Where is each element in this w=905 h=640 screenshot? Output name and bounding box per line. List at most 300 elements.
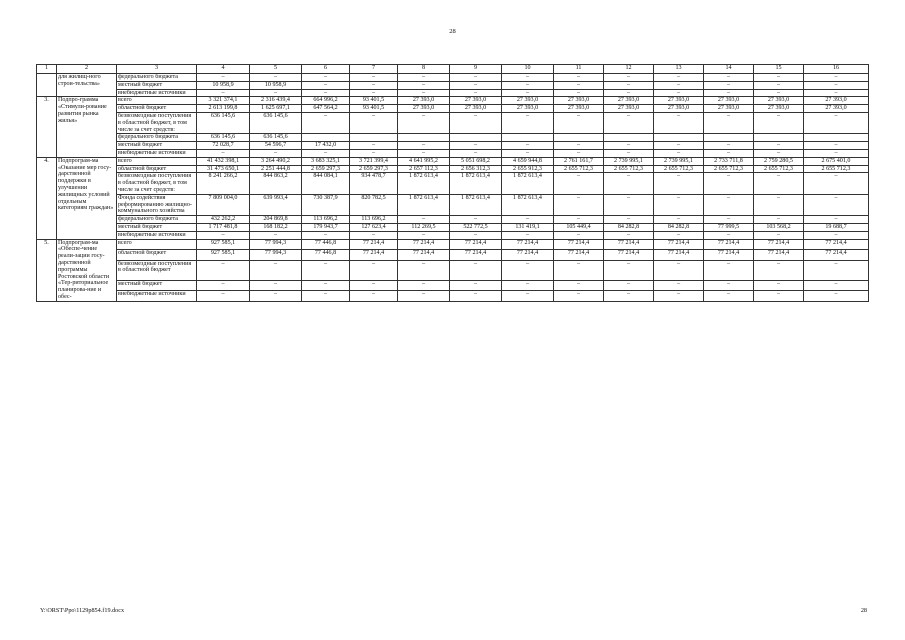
amount-cell: 204 869,8 — [250, 216, 302, 224]
amount-cell: – — [554, 291, 604, 302]
amount-cell: 131 419,1 — [502, 223, 554, 231]
amount-cell: 7 809 004,0 — [197, 194, 250, 215]
amount-cell: – — [350, 142, 398, 150]
amount-cell: 77 214,4 — [804, 250, 869, 261]
column-number: 13 — [654, 65, 704, 74]
item-number: 3. — [37, 97, 57, 157]
header-row — [37, 65, 869, 74]
amount-cell: – — [398, 74, 450, 82]
funding-source: всего — [117, 97, 197, 105]
amount-cell: – — [704, 231, 754, 239]
amount-cell: 27 393,0 — [554, 97, 604, 105]
column-number: 11 — [554, 65, 604, 74]
funding-source: федерального бюджета — [117, 74, 197, 82]
amount-cell: 27 393,0 — [654, 105, 704, 113]
amount-cell: 77 999,5 — [704, 223, 754, 231]
amount-cell: 2 655 712,3 — [554, 165, 604, 173]
amount-cell: – — [350, 280, 398, 291]
amount-cell: – — [450, 81, 502, 89]
amount-cell: – — [502, 280, 554, 291]
funding-source: безвозмездные поступления в областной бюджет, в том числе за счет средств: — [117, 173, 197, 194]
amount-cell: 77 214,4 — [554, 239, 604, 250]
amount-cell: – — [502, 216, 554, 224]
amount-cell: 1 872 613,4 — [450, 173, 502, 194]
amount-cell: – — [604, 194, 654, 215]
amount-cell: 77 214,4 — [350, 250, 398, 261]
page-number-top: 28 — [449, 28, 456, 35]
document-path: Y:\ORST\Ppo\1129p854.f19.docx — [40, 607, 125, 614]
amount-cell: 27 393,0 — [704, 97, 754, 105]
amount-cell: 27 393,0 — [450, 105, 502, 113]
amount-cell: – — [450, 74, 502, 82]
funding-source: Фонда содействия реформированию жилищно-коммунального хозяйства — [117, 194, 197, 215]
amount-cell: 927 585,1 — [197, 239, 250, 250]
table-row — [37, 291, 869, 302]
amount-cell: 77 214,4 — [398, 239, 450, 250]
amount-cell: 664 996,2 — [302, 97, 350, 105]
amount-cell: 10 958,9 — [197, 81, 250, 89]
amount-cell: – — [502, 149, 554, 157]
amount-cell: – — [450, 231, 502, 239]
amount-cell: – — [754, 74, 804, 82]
amount-cell: 27 393,0 — [604, 97, 654, 105]
table-row — [37, 97, 869, 105]
amount-cell: – — [197, 231, 250, 239]
amount-cell: – — [502, 81, 554, 89]
amount-cell: – — [302, 291, 350, 302]
amount-cell: 522 772,5 — [450, 223, 502, 231]
amount-cell: – — [804, 112, 869, 133]
column-number: 10 — [502, 65, 554, 74]
amount-cell: 93 401,5 — [350, 97, 398, 105]
amount-cell: 3 321 374,1 — [197, 97, 250, 105]
amount-cell: 27 393,0 — [754, 105, 804, 113]
amount-cell: 2 656 312,3 — [450, 165, 502, 173]
amount-cell: 77 214,4 — [704, 250, 754, 261]
amount-cell: – — [754, 280, 804, 291]
column-number: 2 — [57, 65, 117, 74]
amount-cell: – — [350, 149, 398, 157]
amount-cell: – — [654, 216, 704, 224]
amount-cell: 3 683 325,1 — [302, 157, 350, 165]
amount-cell: – — [604, 216, 654, 224]
amount-cell: 19 688,7 — [804, 223, 869, 231]
amount-cell: – — [554, 231, 604, 239]
amount-cell: – — [350, 89, 398, 97]
amount-cell — [754, 134, 804, 142]
amount-cell: 2 761 161,7 — [554, 157, 604, 165]
amount-cell: 77 214,4 — [604, 239, 654, 250]
amount-cell: – — [804, 149, 869, 157]
table-row — [37, 105, 869, 113]
amount-cell: – — [804, 194, 869, 215]
budget-table — [36, 64, 869, 302]
amount-cell: – — [704, 291, 754, 302]
amount-cell: 2 659 297,3 — [350, 165, 398, 173]
amount-cell: – — [302, 74, 350, 82]
amount-cell: – — [450, 216, 502, 224]
amount-cell: 93 401,5 — [350, 105, 398, 113]
amount-cell: 1 872 613,4 — [502, 194, 554, 215]
amount-cell: – — [704, 81, 754, 89]
amount-cell: 31 473 650,1 — [197, 165, 250, 173]
amount-cell: 127 623,4 — [350, 223, 398, 231]
amount-cell: 10 958,9 — [250, 81, 302, 89]
amount-cell: – — [302, 112, 350, 133]
amount-cell: – — [350, 260, 398, 280]
amount-cell: – — [197, 89, 250, 97]
amount-cell: 41 432 398,1 — [197, 157, 250, 165]
amount-cell: – — [654, 89, 704, 97]
amount-cell — [704, 134, 754, 142]
table-row — [37, 89, 869, 97]
amount-cell — [502, 134, 554, 142]
amount-cell: 77 214,4 — [754, 250, 804, 261]
amount-cell: – — [654, 260, 704, 280]
amount-cell: – — [450, 89, 502, 97]
column-number: 16 — [804, 65, 869, 74]
amount-cell: 77 214,4 — [654, 250, 704, 261]
amount-cell: – — [450, 112, 502, 133]
amount-cell: – — [754, 260, 804, 280]
subprogram-name: Подпро-грамма «Стимули-рование развития рынка жилья» — [57, 97, 117, 157]
funding-source: внебюджетные источники — [117, 89, 197, 97]
amount-cell: 27 393,0 — [554, 105, 604, 113]
amount-cell: – — [804, 173, 869, 194]
amount-cell: – — [450, 149, 502, 157]
amount-cell: – — [654, 280, 704, 291]
amount-cell: 77 214,4 — [398, 250, 450, 261]
amount-cell: 2 655 712,3 — [704, 165, 754, 173]
amount-cell: – — [502, 231, 554, 239]
amount-cell: – — [604, 142, 654, 150]
amount-cell: – — [704, 194, 754, 215]
table-row — [37, 173, 869, 194]
amount-cell: – — [654, 173, 704, 194]
amount-cell: 1 872 613,4 — [398, 194, 450, 215]
column-number: 5 — [250, 65, 302, 74]
column-number: 15 — [754, 65, 804, 74]
amount-cell: – — [350, 112, 398, 133]
amount-cell: 84 282,8 — [604, 223, 654, 231]
amount-cell: – — [502, 112, 554, 133]
amount-cell: 77 214,4 — [754, 239, 804, 250]
amount-cell: – — [654, 112, 704, 133]
amount-cell: – — [604, 173, 654, 194]
amount-cell: 72 028,7 — [197, 142, 250, 150]
amount-cell: 2 613 199,8 — [197, 105, 250, 113]
amount-cell: – — [197, 260, 250, 280]
amount-cell: – — [398, 112, 450, 133]
amount-cell: 4 641 995,2 — [398, 157, 450, 165]
amount-cell: 27 393,0 — [398, 97, 450, 105]
amount-cell: – — [197, 280, 250, 291]
amount-cell: – — [302, 260, 350, 280]
amount-cell: – — [754, 149, 804, 157]
amount-cell: 112 269,5 — [398, 223, 450, 231]
amount-cell: 636 145,6 — [250, 112, 302, 133]
amount-cell: 639 993,4 — [250, 194, 302, 215]
funding-source: внебюджетные источники — [117, 291, 197, 302]
amount-cell: 77 214,4 — [654, 239, 704, 250]
amount-cell: 934 478,7 — [350, 173, 398, 194]
item-number — [37, 74, 57, 97]
amount-cell: – — [604, 280, 654, 291]
amount-cell: 77 214,4 — [704, 239, 754, 250]
amount-cell: 105 449,4 — [554, 223, 604, 231]
amount-cell: – — [754, 216, 804, 224]
amount-cell: 844 084,1 — [302, 173, 350, 194]
amount-cell: – — [502, 74, 554, 82]
amount-cell — [398, 134, 450, 142]
amount-cell: 179 943,7 — [302, 223, 350, 231]
amount-cell: – — [754, 112, 804, 133]
amount-cell: – — [450, 280, 502, 291]
amount-cell: – — [250, 74, 302, 82]
column-number: 9 — [450, 65, 502, 74]
amount-cell: – — [654, 74, 704, 82]
funding-source: областной бюджет — [117, 165, 197, 173]
amount-cell: – — [398, 89, 450, 97]
funding-source: местный бюджет — [117, 81, 197, 89]
table-row — [37, 223, 869, 231]
amount-cell: – — [250, 231, 302, 239]
amount-cell — [804, 134, 869, 142]
column-number: 14 — [704, 65, 754, 74]
amount-cell: 2 675 401,0 — [804, 157, 869, 165]
amount-cell: – — [704, 142, 754, 150]
amount-cell: – — [554, 149, 604, 157]
funding-source: внебюджетные источники — [117, 149, 197, 157]
amount-cell: – — [704, 112, 754, 133]
amount-cell: 2 251 444,8 — [250, 165, 302, 173]
amount-cell: 2 739 995,1 — [604, 157, 654, 165]
amount-cell: 77 214,4 — [450, 239, 502, 250]
amount-cell: – — [804, 89, 869, 97]
amount-cell: 77 214,4 — [350, 239, 398, 250]
amount-cell: 27 393,0 — [398, 105, 450, 113]
amount-cell: – — [350, 231, 398, 239]
amount-cell: 432 262,2 — [197, 216, 250, 224]
amount-cell: – — [754, 89, 804, 97]
table-row — [37, 260, 869, 280]
amount-cell: – — [604, 149, 654, 157]
amount-cell: 27 393,0 — [704, 105, 754, 113]
amount-cell: – — [654, 194, 704, 215]
amount-cell: – — [704, 216, 754, 224]
funding-source: всего — [117, 239, 197, 250]
amount-cell: 77 214,4 — [554, 250, 604, 261]
amount-cell: – — [197, 291, 250, 302]
amount-cell: 84 282,8 — [654, 223, 704, 231]
funding-source: федерального бюджета — [117, 216, 197, 224]
amount-cell: 3 264 490,2 — [250, 157, 302, 165]
amount-cell: 77 994,3 — [250, 239, 302, 250]
amount-cell: – — [604, 231, 654, 239]
item-number: 4. — [37, 157, 57, 239]
table-row — [37, 142, 869, 150]
column-number: 6 — [302, 65, 350, 74]
table-row — [37, 165, 869, 173]
amount-cell: 647 564,2 — [302, 105, 350, 113]
amount-cell: – — [450, 291, 502, 302]
amount-cell: – — [398, 216, 450, 224]
amount-cell: – — [754, 291, 804, 302]
amount-cell: – — [554, 74, 604, 82]
amount-cell: 168 182,2 — [250, 223, 302, 231]
funding-source: местный бюджет — [117, 142, 197, 150]
amount-cell: – — [302, 149, 350, 157]
amount-cell: 113 696,2 — [350, 216, 398, 224]
funding-source: внебюджетные источники — [117, 231, 197, 239]
table-row — [37, 239, 869, 250]
amount-cell: – — [604, 112, 654, 133]
amount-cell: – — [554, 194, 604, 215]
amount-cell: – — [604, 291, 654, 302]
table-row — [37, 74, 869, 82]
amount-cell: – — [554, 89, 604, 97]
amount-cell: – — [554, 260, 604, 280]
amount-cell: 2 655 712,3 — [654, 165, 704, 173]
funding-source: местный бюджет — [117, 280, 197, 291]
amount-cell: 2 655 912,3 — [502, 165, 554, 173]
amount-cell: 27 393,0 — [654, 97, 704, 105]
table-row — [37, 149, 869, 157]
amount-cell: 820 782,5 — [350, 194, 398, 215]
amount-cell: – — [398, 231, 450, 239]
amount-cell: 27 393,0 — [804, 105, 869, 113]
subprogram-name: Подпрограм-ма «Обеспе-чение реали-зации госу-дарственной программы Ростовской области «Тер-риториальное планирова-ние и обес- — [57, 239, 117, 301]
amount-cell: – — [250, 260, 302, 280]
item-number: 5. — [37, 239, 57, 301]
table-row — [37, 112, 869, 133]
amount-cell: – — [554, 81, 604, 89]
amount-cell: – — [350, 291, 398, 302]
amount-cell: 2 657 112,3 — [398, 165, 450, 173]
table-row — [37, 157, 869, 165]
amount-cell: 1 872 613,4 — [450, 194, 502, 215]
amount-cell: – — [250, 280, 302, 291]
amount-cell: – — [250, 291, 302, 302]
amount-cell: – — [398, 81, 450, 89]
amount-cell: 844 863,2 — [250, 173, 302, 194]
amount-cell: – — [804, 260, 869, 280]
amount-cell: – — [704, 74, 754, 82]
amount-cell: – — [654, 149, 704, 157]
amount-cell: 1 625 697,1 — [250, 105, 302, 113]
amount-cell — [604, 134, 654, 142]
amount-cell: 927 585,1 — [197, 250, 250, 261]
amount-cell: – — [554, 280, 604, 291]
amount-cell: – — [704, 149, 754, 157]
amount-cell: – — [754, 142, 804, 150]
amount-cell: – — [654, 142, 704, 150]
amount-cell: 5 051 698,2 — [450, 157, 502, 165]
amount-cell: – — [450, 142, 502, 150]
amount-cell: 27 393,0 — [502, 97, 554, 105]
amount-cell: 77 214,4 — [604, 250, 654, 261]
amount-cell: – — [197, 74, 250, 82]
amount-cell: – — [554, 142, 604, 150]
amount-cell: – — [350, 81, 398, 89]
table-row — [37, 194, 869, 215]
subprogram-name: Подпрограм-ма «Оказание мер госу-дарственной поддержки в улучшении жилищных условий отдельным категориям граждан» — [57, 157, 117, 239]
amount-cell: – — [502, 260, 554, 280]
amount-cell: – — [754, 173, 804, 194]
amount-cell: 27 393,0 — [450, 97, 502, 105]
column-number: 12 — [604, 65, 654, 74]
amount-cell — [554, 134, 604, 142]
table-row — [37, 81, 869, 89]
amount-cell: – — [302, 81, 350, 89]
page-number-bottom: 28 — [860, 607, 867, 614]
amount-cell: – — [350, 74, 398, 82]
funding-source: всего — [117, 157, 197, 165]
amount-cell: – — [754, 81, 804, 89]
column-number: 3 — [117, 65, 197, 74]
amount-cell: – — [398, 149, 450, 157]
amount-cell: – — [804, 231, 869, 239]
amount-cell: – — [554, 112, 604, 133]
amount-cell: – — [398, 142, 450, 150]
funding-source: областной бюджет — [117, 105, 197, 113]
amount-cell: – — [398, 291, 450, 302]
amount-cell: – — [302, 89, 350, 97]
amount-cell: 4 659 944,8 — [502, 157, 554, 165]
amount-cell: 730 387,9 — [302, 194, 350, 215]
amount-cell: 2 739 995,1 — [654, 157, 704, 165]
funding-source: областной бюджет — [117, 250, 197, 261]
amount-cell: – — [554, 173, 604, 194]
amount-cell: 77 214,4 — [502, 239, 554, 250]
amount-cell: – — [250, 89, 302, 97]
table-row — [37, 231, 869, 239]
amount-cell: 77 446,8 — [302, 239, 350, 250]
amount-cell: 27 393,0 — [754, 97, 804, 105]
amount-cell: – — [654, 291, 704, 302]
amount-cell: – — [754, 194, 804, 215]
table-row — [37, 280, 869, 291]
amount-cell: 2 655 712,3 — [754, 165, 804, 173]
column-number: 8 — [398, 65, 450, 74]
amount-cell: – — [654, 231, 704, 239]
amount-cell: – — [754, 231, 804, 239]
amount-cell: 1 717 481,8 — [197, 223, 250, 231]
amount-cell — [654, 134, 704, 142]
amount-cell — [450, 134, 502, 142]
funding-source: безвозмездные поступления в областной бюджет — [117, 260, 197, 280]
amount-cell: – — [804, 291, 869, 302]
funding-source: местный бюджет — [117, 223, 197, 231]
amount-cell: 636 145,6 — [197, 112, 250, 133]
amount-cell: 2 733 711,8 — [704, 157, 754, 165]
amount-cell: 113 696,2 — [302, 216, 350, 224]
amount-cell: 1 872 613,4 — [398, 173, 450, 194]
amount-cell: – — [502, 142, 554, 150]
amount-cell: – — [604, 260, 654, 280]
amount-cell: 2 759 280,5 — [754, 157, 804, 165]
amount-cell: – — [704, 89, 754, 97]
amount-cell: 27 393,0 — [804, 97, 869, 105]
amount-cell: 77 214,4 — [502, 250, 554, 261]
subprogram-name: для жилищ-ного строи-тельства» — [57, 74, 117, 97]
table-row — [37, 216, 869, 224]
amount-cell: – — [250, 149, 302, 157]
column-number: 7 — [350, 65, 398, 74]
amount-cell: 77 446,8 — [302, 250, 350, 261]
table-row — [37, 250, 869, 261]
amount-cell: 8 241 266,2 — [197, 173, 250, 194]
